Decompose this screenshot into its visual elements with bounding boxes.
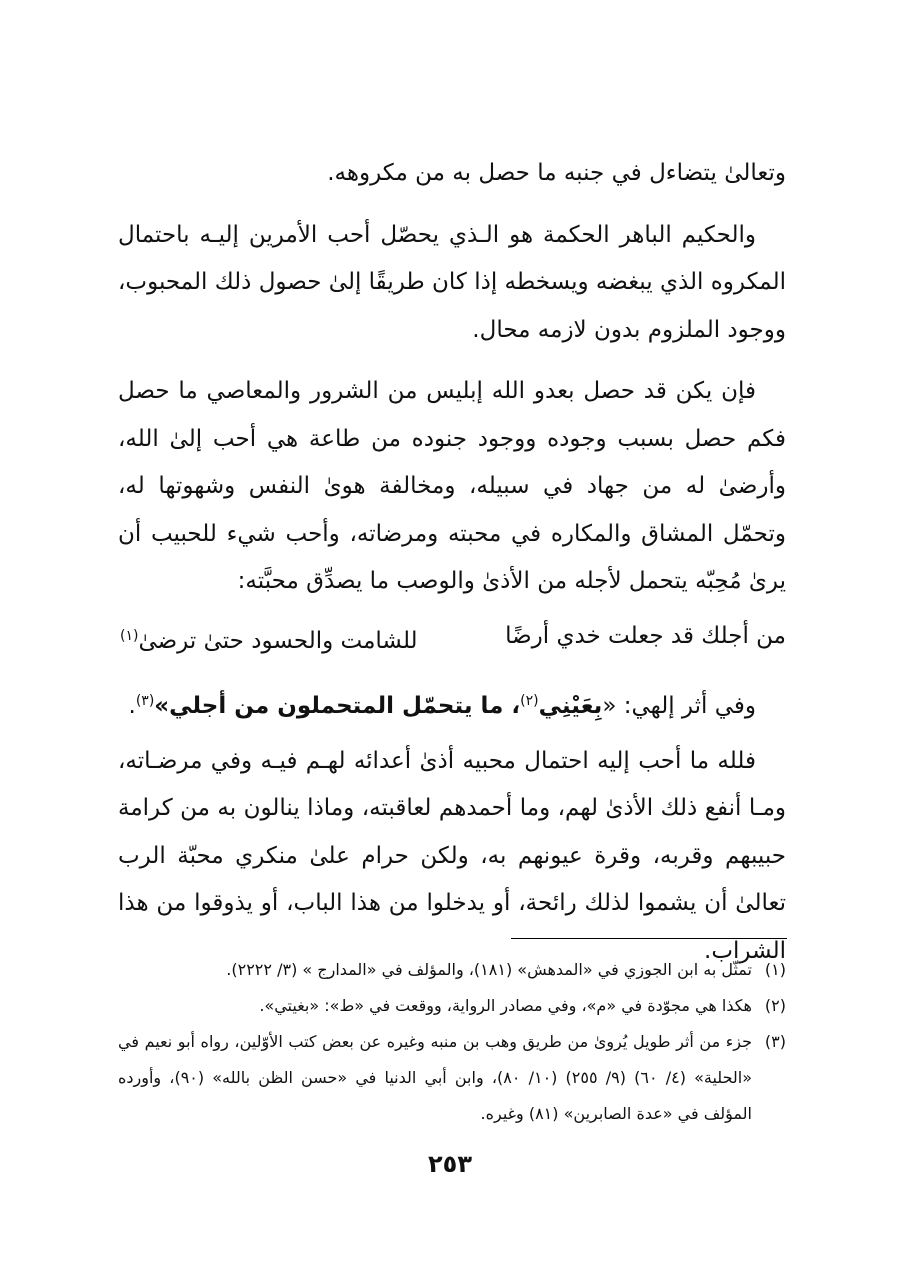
hadith-line bbox=[118, 673, 786, 734]
footnote-3 bbox=[118, 1024, 786, 1132]
paragraph-3: فإن يكن قد حصل بعدو الله إبليس من الشرور والمعاصي ما حصل فكم حصل بسبب وجوده ووجود جنوده من طاعة هي أحب إلىٰ الله، وأرضىٰ له من جهاد في سبيله، ومخالفة هوىٰ النفس وشهوتها له، وتحمّل المشاق والمكاره في محبته ومرضاته، وأحب شيء للحبيب أن يرىٰ مُحِبّه يتحمل لأجله من الأذىٰ والوصب ما يصدِّق محبَّته: bbox=[118, 378, 786, 594]
poetry-verse bbox=[118, 610, 786, 667]
hadith-end: . bbox=[128, 692, 136, 719]
paragraph-2: والحكيم الباهر الحكمة هو الـذي يحصّل أحب الأمرين إليـه باحتمال المكروه الذي يبغضه ويسخطه إذا كان طريقًا إلىٰ حصول ذلك المحبوب، ووجود الملزوم بدون لازمه محال. bbox=[118, 221, 786, 343]
footnote-number: (٣) bbox=[764, 1032, 786, 1051]
footnotes bbox=[118, 952, 786, 1132]
footnote-number: (٢) bbox=[764, 996, 786, 1015]
spacer bbox=[118, 354, 786, 368]
page-number: ٢٥٣ bbox=[428, 1150, 472, 1178]
footnote-1 bbox=[118, 952, 786, 988]
footnote-number: (١) bbox=[764, 960, 786, 979]
footnote-2 bbox=[118, 988, 786, 1024]
footnote-text: هكذا هي مجوّدة في «م»، وفي مصادر الرواية، ووقعت في «ط»: «بغيتي». bbox=[259, 996, 752, 1015]
hadith-rest: ، ما يتحمّل المتحملون من أجلي» bbox=[154, 692, 521, 719]
verse-hemistich-right: من أجلك قد جعلت خدي أرضًا bbox=[505, 622, 786, 649]
footnote-text: جزء من أثر طويل يُروىٰ من طريق وهب بن منبه وغيره عن بعض كتب الأوّلين، رواه أبو نعيم في «الحلية» (٤/ ٦٠) (٩/ ٢٥٥) (١٠/ ٨٠)، وابن أبي الدنيا في «حسن الظن بالله» (٩٠)، وأورده المؤلف في «عدة الصابرين» (٨١) وغيره. bbox=[118, 1032, 753, 1123]
footnote-text: تمثّل به ابن الجوزي في «المدهش» (١٨١)، والمؤلف في «المدارج » (٣/ ٢٢٢٢). bbox=[226, 960, 752, 979]
spacer bbox=[118, 198, 786, 212]
verse-hemistich-left bbox=[120, 610, 418, 667]
paragraph-4: فلله ما أحب إليه احتمال محبيه أذىٰ أعدائه لهـم فيـه وفي مرضـاته، ومـا أنفع ذلك الأذىٰ لهم، وما أحمدهم لعاقبته، وماذا ينالون به من كرامة حبيبهم وقربه، وقرة عيونهم به، ولكن حرام علىٰ منكري محبّة الرب تعالىٰ أن يشموا لذلك رائحة، أو يدخلوا من هذا الباب، أو يذوقوا من هذا الشراب. bbox=[118, 747, 786, 964]
footnote-ref-3: (٣) bbox=[135, 692, 155, 709]
hadith-word: بِعَيْنِي bbox=[538, 692, 603, 719]
verse-left-text: للشامت والحسود حتىٰ ترضىٰ bbox=[138, 627, 418, 654]
footnote-divider bbox=[511, 938, 787, 939]
hadith-intro: وفي أثر إلهي: « bbox=[602, 692, 756, 719]
footnote-ref-1: (١) bbox=[120, 627, 139, 644]
footnote-ref-2: (٢) bbox=[520, 692, 539, 709]
main-text bbox=[118, 150, 786, 975]
paragraph-1: وتعالىٰ يتضاءل في جنبه ما حصل به من مكروهه. bbox=[327, 160, 786, 186]
